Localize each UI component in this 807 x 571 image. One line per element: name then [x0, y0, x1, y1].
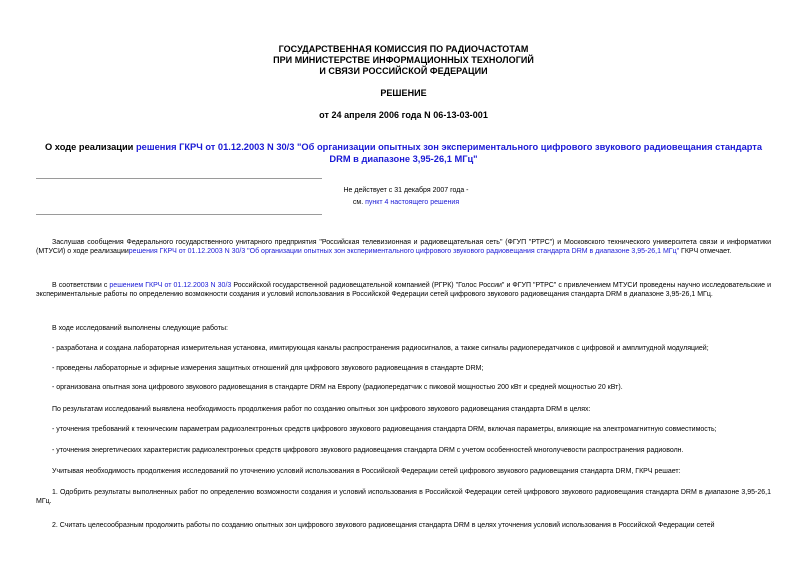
paragraph-preamble [36, 238, 771, 257]
accordance-text: Российской государственной радиовещательной компанией (РГРК) "Голос России" и ФГУП "РТРС" с привлечением МТУСИ проведены научно исследовательские и экспериментальные работы по определению возможности создания и условий использования в Российской Федерации сетей цифрового звукового радиовещания стандарта DRM в диапазоне 3,95-26,1 МГц. [36, 282, 771, 299]
list-item-work-2: - проведены лабораторные и эфирные измерения защитных отношений для цифрового звукового радиовещания в стандарте DRM; [52, 365, 484, 372]
document-subject [40, 141, 767, 165]
issuer-line-3: И СВЯЗИ РОССИЙСКОЙ ФЕДЕРАЦИИ [319, 66, 488, 76]
status-rule-top [36, 178, 322, 179]
preamble-decision-link[interactable]: решения ГКРЧ от 01.12.2003 N 30/3 "Об организации опытных зон экспериментального цифрового звукового радиовещания стандарта DRM в диапазоне 3,95-26,1 МГц" [128, 248, 680, 256]
list-item-goal-1: - уточнения требований к техническим параметрам радиоэлектронных средств цифрового звукового радиовещания стандарта DRM, включая параметры, влияющие на электромагнитную совместимость; [52, 426, 717, 433]
subject-prefix: О ходе реализации [44, 142, 136, 152]
accordance-decision-link[interactable]: решением ГКРЧ от 01.12.2003 N 30/3 [109, 282, 232, 289]
issuer-line-2: ПРИ МИНИСТЕРСТВЕ ИНФОРМАЦИОННЫХ ТЕХНОЛОГИЙ [273, 55, 534, 65]
decision-point-1: 1. Одобрить результаты выполненных работ по определению возможности создания и условий использования в Российской Федерации сетей цифрового звукового радиовещания стандарта DRM в диапазоне 3,95-26,1 МГц. [36, 489, 771, 506]
status-point-4-link[interactable]: пункт 4 настоящего решения [365, 199, 460, 206]
paragraph-works-intro: В ходе исследований выполнены следующие работы: [52, 325, 228, 332]
status-note-line-2 [300, 197, 512, 209]
status-see-prefix: см. [352, 199, 366, 206]
issuer-line-1: ГОСУДАРСТВЕННАЯ КОМИССИЯ ПО РАДИОЧАСТОТАМ [278, 44, 529, 54]
document-type: РЕШЕНИЕ [380, 88, 427, 98]
paragraph-accordance [36, 281, 771, 300]
preamble-tail: ГКРЧ отмечает. [679, 248, 732, 256]
document-date-number: от 24 апреля 2006 года N 06-13-03-001 [319, 110, 488, 120]
status-rule-bottom [36, 214, 322, 215]
accordance-prefix: В соответствии с [52, 282, 110, 289]
list-item-work-1: - разработана и создана лабораторная измерительная установка, имитирующая каналы распространения радиосигналов, а также сигналы радиопередатчиков с цифровой и амплитудной модуляцией; [52, 345, 709, 352]
subject-decision-link[interactable]: решения ГКРЧ от 01.12.2003 N 30/3 "Об организации опытных зон экспериментального цифрового звукового радиовещания стандарта DRM в диапазоне 3,95-26,1 МГц" [135, 142, 763, 164]
paragraph-decides: Учитывая необходимость продолжения исследований по уточнению условий использования в Российской Федерации сетей цифрового звукового радиовещания стандарта DRM, ГКРЧ решает: [52, 468, 681, 475]
decision-point-2: 2. Считать целесообразным продолжить работы по созданию опытных зон цифрового звукового радиовещания стандарта DRM в целях уточнения условий использования в Российской Федерации сетей [52, 522, 715, 529]
preamble-text: Заслушав сообщения Федерального государственного унитарного предприятия "Российская телевизионная и радиовещательная сеть" (ФГУП "РТРС") и Московского технического университета связи и информатики (МТУСИ) о ходе реализации [36, 239, 771, 256]
status-note-line-1: Не действует с 31 декабря 2007 года - [343, 187, 469, 194]
paragraph-results: По результатам исследований выявлена необходимость продолжения работ по созданию опытных зон цифрового звукового радиовещания стандарта DRM в целях: [52, 406, 591, 413]
list-item-work-3: - организована опытная зона цифрового звукового радиовещания в стандарте DRM на Европу (радиопередатчик с пиковой мощностью 200 кВт и средней мощностью 20 кВт). [52, 384, 623, 391]
list-item-goal-2: - уточнения энергетических характеристик радиоэлектронных средств цифрового звукового радиовещания стандарта DRM с учетом особенностей многолучевости распространения радиоволн. [52, 447, 684, 454]
